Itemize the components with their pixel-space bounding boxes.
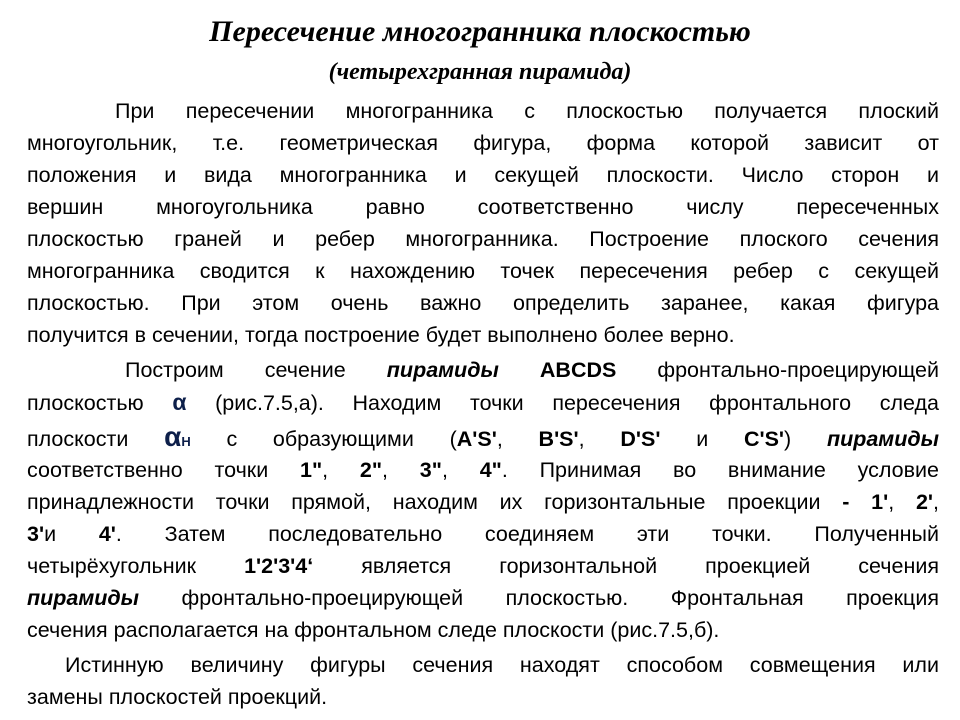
alpha-h-symbol: α	[164, 421, 182, 452]
p2-line-3: плоскости αН с образующими (A'S', B'S', D'S' и C'S') пирамиды	[27, 421, 939, 452]
p2-line-9: сечения располагается на фронтальном следе плоскости (рис.7.5,б).	[27, 618, 720, 642]
p2-line-6: 3'и 4'. Затем последовательно соединяем эти точки. Полученный	[27, 522, 939, 546]
p2-line-4: соответственно точки 1", 2", 3", 4". Принимая во внимание условие	[27, 458, 939, 482]
p3-line-2: замены плоскостей проекций.	[27, 685, 328, 709]
p1-line-1: При пересечении многогранника с плоскостью получается плоский	[115, 99, 939, 123]
slide-subtitle: (четырехгранная пирамида)	[328, 59, 632, 85]
p2-line-5: принадлежности точки прямой, находим их горизонтальные проекции - 1', 2',	[27, 490, 939, 514]
p2-line-8: пирамиды фронтально-проецирующей плоскостью. Фронтальная проекция	[27, 586, 940, 610]
alpha-symbol: α	[172, 389, 187, 415]
p3-line-1: Истинную величину фигуры сечения находят способом совмещения или	[65, 653, 939, 677]
p1-line-7: плоскостью. При этом очень важно определить заранее, какая фигура	[27, 291, 939, 315]
p1-line-8: получится в сечении, тогда построение будет выполнено более верно.	[27, 323, 735, 347]
p1-line-4: вершин многоугольника равно соответственно числу пересеченных	[27, 195, 939, 219]
p1-line-6: многогранника сводится к нахождению точек пересечения ребер с секущей	[27, 259, 939, 283]
p2-line-7: четырёхугольник 1'2'3'4‘ является горизонтальной проекцией сечения	[27, 554, 939, 578]
p1-line-3: положения и вида многогранника и секущей плоскости. Число сторон и	[27, 163, 939, 187]
p2-line-2: плоскостью α (рис.7.5,а). Находим точки пересечения фронтального следа	[27, 389, 939, 415]
p1-line-2: многоугольник, т.е. геометрическая фигура, форма которой зависит от	[27, 131, 939, 155]
p2-line-1: Построим сечение пирамиды ABCDS фронтально-проецирующей	[125, 358, 940, 382]
slide-title: Пересечение многогранника плоскостью	[209, 15, 751, 48]
p1-line-5: плоскостью граней и ребер многогранника. Построение плоского сечения	[27, 227, 939, 251]
